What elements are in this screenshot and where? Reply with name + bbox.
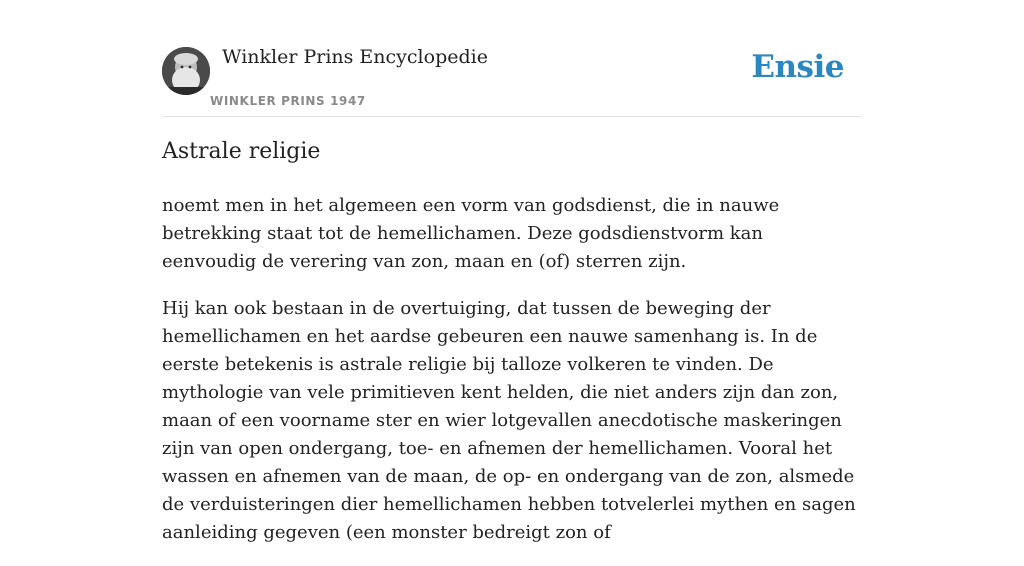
site-title[interactable]: Winkler Prins Encyclopedie [222,46,488,68]
bearded-man-portrait-icon[interactable] [162,47,210,95]
site-header [162,0,862,117]
article-paragraph: noemt men in het algemeen een vorm van godsdienst, die in nauwe betrekking staat tot de hemellichamen. Deze godsdienstvorm kan eenvoudig de verering van zon, maan en (of) sterren zijn. [162,195,780,272]
collection-label[interactable]: WINKLER PRINS 1947 [210,94,366,108]
article-title: Astrale religie [162,139,321,164]
article-body [162,192,862,566]
ensie-logo[interactable]: Ensie [751,49,844,85]
article-paragraph: Hij kan ook bestaan in de overtuiging, dat tussen de beweging der hemellichamen en het aardse gebeuren een nauwe samenhang is. In de eerste betekenis is astrale religie bij talloze volkeren te vinden. De mythologie van vele primitieven kent helden, die niet anders zijn dan zon, maan of een voorname ster en wier lotgevallen anecdotische maskeringen zijn van open ondergang, toe- en afnemen der hemellichamen. Vooral het wassen en afnemen van de maan, de op- en ondergang van de zon, alsmede de verduisteringen dier hemellichamen hebben totvelerlei mythen en sagen aanleiding gegeven (een monster bedreigt zon of [162,298,856,543]
article-page [162,0,862,543]
